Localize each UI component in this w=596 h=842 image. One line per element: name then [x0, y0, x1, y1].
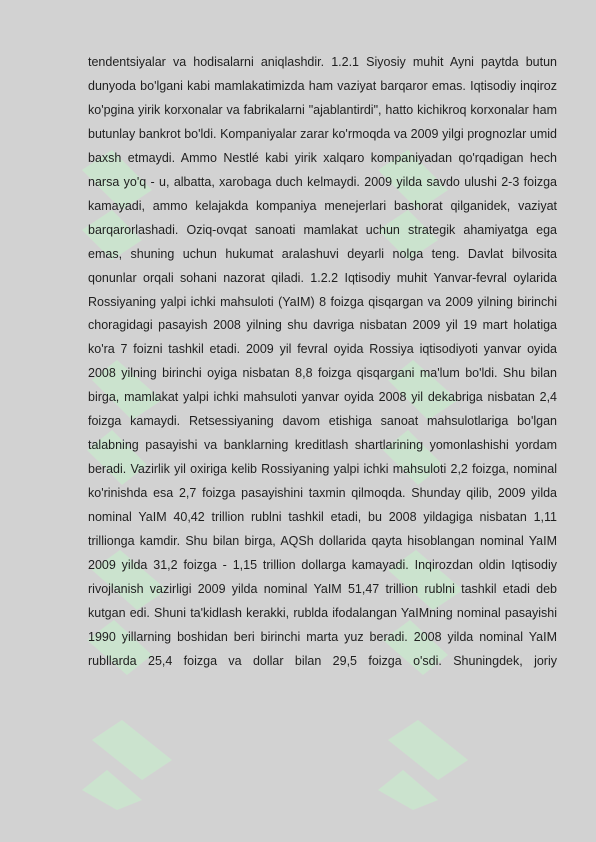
body-paragraph: tendentsiyalar va hodisalarni aniqlashdir. 1.2.1 Siyosiy muhit Ayni paytda butun dunyoda bo'lgani kabi mamlakatimizda ham vaziyat barqaror emas. Iqtisodiy inqiroz ko'pgina yirik korxonalar va fabrikalarni "ajablantirdi", hatto kichikroq korxonalar ham butunlay bankrot bo'ldi. Kompaniyalar zarar ko'rmoqda va 2009 yilgi prognozlar umid baxsh etmaydi. Ammo Nestlé kabi yirik xalqaro kompaniyadan qo'rqadigan hech narsa yo'q - u, albatta, xarobaga duch kelmaydi. 2009 yilda savdo ulushi 2-3 foizga kamayadi, ammo kelajakda kompaniya menejerlari bashorat qilganidek, vaziyat barqarorlashadi. Oziq-ovqat sanoati mamlakat uchun strategik ahamiyatga ega emas, shuning uchun hukumat aralashuvi deyarli nolga teng. Davlat bilvosita qonunlar orqali sohani nazorat qiladi. 1.2.2 Iqtisodiy muhit Yanvar-fevral oylarida Rossiyaning yalpi ichki mahsuloti (YaIM) 8 foizga qisqargan va 2009 yilning birinchi choragidagi pasayish 2008 yilning shu davriga nisbatan 2009 yil 19 mart holatiga ko'ra 7 foizni tashkil etadi. 2009 yil fevral oyida Rossiya iqtisodiyoti yanvar oyida 2008 yilning birinchi oyiga nisbatan 8,8 foizga qisqargani ma'lum bo'ldi. Shu bilan birga, mamlakat yalpi ichki mahsuloti yanvar oyida 2008 yil dekabriga nisbatan 2,4 foizga kamaydi. Retsessiyaning davom etishiga sanoat mahsulotlariga bo'lgan talabning pasayishi va banklarning kreditlash shartlarining yomonlashishi yordam beradi. Vazirlik yil oxiriga kelib Rossiyaning yalpi ichki mahsuloti 2,2 foizga, nominal ko'rinishda esa 2,7 foizga pasayishini taxmin qilmoqda. Shunday qilib, 2009 yilda nominal YaIM 40,42 trillion rublni tashkil etadi, bu 2008 yildagiga nisbatan 1,11 trillionga kamdir. Shu bilan birga, AQSh dollarida qayta hisoblangan nominal YaIM 2009 yilda 31,2 foizga - 1,15 trillion dollarga kamayadi. Inqirozdan oldin Iqtisodiy rivojlanish vazirligi 2009 yilda nominal YaIM 51,47 trillion rublni tashkil etadi deb kutgan edi. Shuni ta'kidlash kerakki, rublda ifodalangan YaIMning nominal pasayishi 1990 yillarning boshidan beri birinchi marta yuz beradi. 2008 yilda nominal YaIM rubllarda 25,4 foizga va dollar bilan 29,5 foizga o'sdi. Shuningdek, joriy: [88, 55, 557, 668]
body-text: [88, 51, 557, 674]
